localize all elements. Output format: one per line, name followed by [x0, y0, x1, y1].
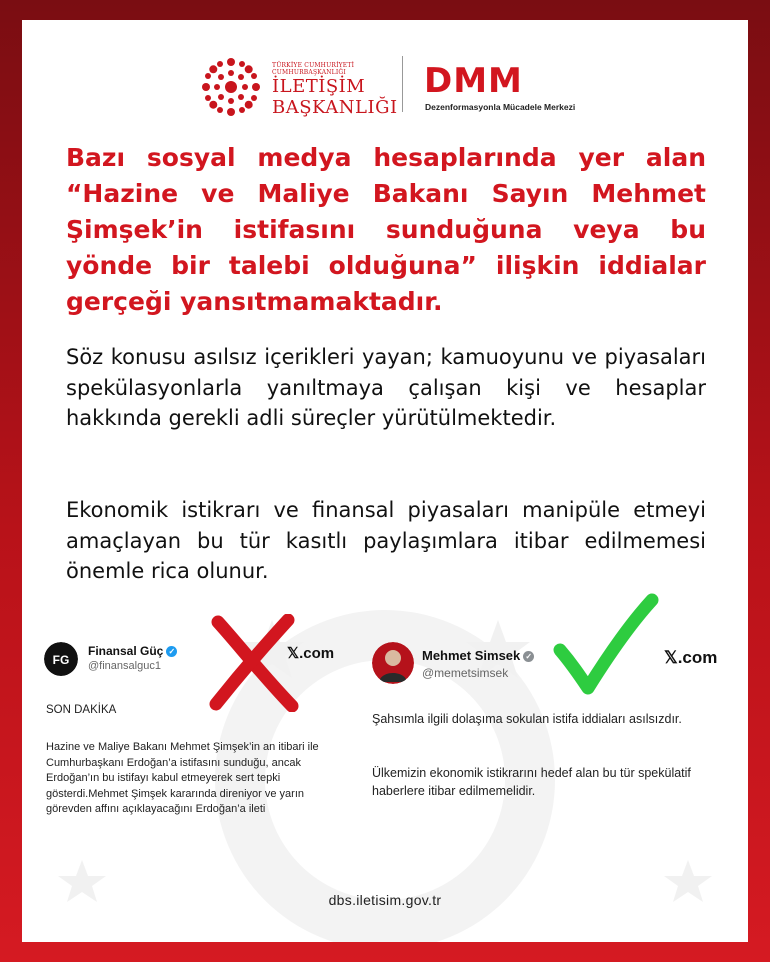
- org-line1: İLETİŞİM: [272, 76, 366, 97]
- fake-tweet-source: 𝕏.com: [287, 645, 335, 662]
- real-tweet-card: [22, 20, 748, 942]
- fake-tweet-label: SON DAKİKA: [46, 704, 117, 716]
- footer-url: dbs.iletisim.gov.tr: [328, 892, 442, 908]
- verified-badge-icon: ✓: [523, 651, 534, 662]
- org-small-line1: TÜRKİYE CUMHURİYETİ: [272, 62, 355, 69]
- org-line2: BAŞKANLIĞI: [272, 97, 398, 118]
- org-small-line2: CUMHURBAŞKANLIĞI: [272, 69, 346, 76]
- real-tweet-name-text: Mehmet Simsek: [422, 648, 521, 663]
- mehmet-simsek-avatar: [372, 642, 414, 684]
- dmm-logo-subtitle: Dezenformasyonla Mücadele Merkezi: [425, 102, 576, 112]
- real-tweet-author-name: [422, 648, 534, 663]
- verified-badge-icon: ✓: [166, 646, 177, 657]
- green-check-icon: [552, 592, 660, 696]
- fake-tweet-text: Hazine ve Maliye Bakanı Mehmet Şimşek’in an itibari ile Cumhurbaşkanı Erdoğan’a istifasını sunduğu, ancak Erdoğan’ın bu istifayı kabul etmeyerek sert tepki gösterdi.Mehmet Şimşek kararında direniyor ve yarın görevden affını açıklayacağını Erdoğan’a ileti: [46, 741, 319, 815]
- headline: Bazı sosyal medya hesaplarında yer alan “Hazine ve Maliye Bakanı Sayın Mehmet Şimşek’in istifasını sunduğuna veya bu yönde bir talebi olduğuna” ilişkin iddialar gerçeği yansıtmamaktadır.: [66, 143, 706, 316]
- announcement-card: [22, 20, 748, 942]
- fake-tweet-name-text: Finansal Güç: [88, 644, 164, 658]
- paragraph-request: Ekonomik istikrarı ve finansal piyasaları manipüle etmeyi amaçlayan bu tür kasıtlı paylaşımlara itibar edilmemesi önemle rica olunur.: [66, 498, 706, 583]
- dmm-logo-title: DMM: [424, 61, 523, 101]
- paragraph-legal-process: Söz konusu asılsız içerikleri yayan; kamuoyunu ve piyasaları spekülasyonlarla yanıltmaya çalışan kişi ve hesaplar hakkında gerekli adli süreçler yürütülmektedir.: [66, 345, 706, 430]
- real-tweet-text-1: Şahsımla ilgili dolaşıma sokulan istifa iddiaları asılsızdır.: [372, 712, 682, 726]
- fake-tweet-handle: @finansalguc1: [88, 660, 161, 672]
- real-tweet-source: 𝕏.com: [664, 648, 718, 667]
- real-tweet-handle: @memetsimsek: [422, 666, 509, 680]
- real-tweet-text-2: Ülkemizin ekonomik istikrarını hedef alan bu tür spekülatif haberlere itibar edilmemelidir.: [372, 766, 691, 798]
- svg-text:FG: FG: [52, 653, 70, 667]
